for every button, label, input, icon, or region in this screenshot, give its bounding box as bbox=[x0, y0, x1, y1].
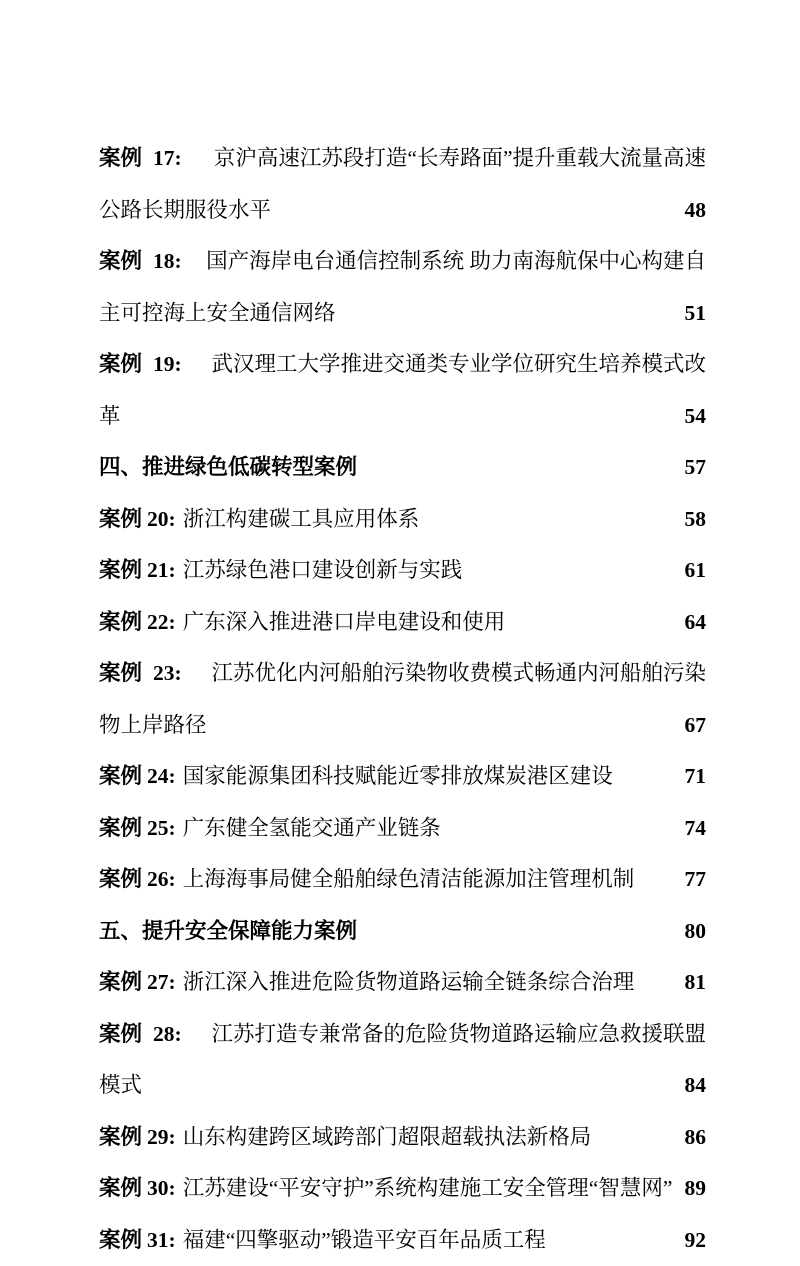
toc-entry-title: 福建“四擎驱动”锻造平安百年品质工程 bbox=[183, 1228, 546, 1252]
toc-entry-text bbox=[99, 1163, 672, 1215]
toc-entry-label: 案例 bbox=[99, 558, 142, 582]
toc-line bbox=[99, 648, 706, 700]
toc-entry-text bbox=[99, 906, 357, 958]
toc-dot-leader bbox=[420, 510, 683, 526]
toc-entry-label: 案例 bbox=[99, 1125, 142, 1149]
toc-page-number[interactable]: 74 bbox=[685, 803, 707, 855]
toc-entry-label: 案例 bbox=[99, 249, 142, 273]
toc-entry[interactable] bbox=[99, 545, 706, 597]
toc-entry-number: 30: bbox=[147, 1176, 176, 1200]
toc-line bbox=[99, 442, 706, 494]
toc-entry-label: 案例 bbox=[99, 661, 142, 685]
toc-entry-label: 案例 bbox=[99, 816, 142, 840]
toc-line bbox=[99, 545, 706, 597]
toc-entry[interactable] bbox=[99, 854, 706, 906]
toc-page-number[interactable]: 84 bbox=[685, 1060, 707, 1112]
toc-entry-label: 案例 bbox=[99, 1176, 142, 1200]
toc-entry-title-cont: 公路长期服役水平 bbox=[99, 185, 271, 237]
toc-line bbox=[99, 803, 706, 855]
toc-entry[interactable] bbox=[99, 1112, 706, 1164]
toc-line bbox=[99, 185, 706, 237]
toc-entry-text bbox=[99, 803, 441, 855]
toc-entry-number: 21: bbox=[147, 558, 176, 582]
toc-entry-title: 广东健全氢能交通产业链条 bbox=[183, 816, 441, 840]
toc-list bbox=[99, 133, 706, 1266]
toc-line bbox=[99, 854, 706, 906]
toc-entry-text bbox=[99, 545, 462, 597]
toc-page-number[interactable]: 67 bbox=[685, 700, 707, 752]
toc-entry[interactable] bbox=[99, 339, 706, 442]
toc-entry-text bbox=[99, 1215, 546, 1266]
toc-entry-number: 29: bbox=[147, 1125, 176, 1149]
toc-page-number[interactable]: 51 bbox=[685, 288, 707, 340]
toc-entry-number: 31: bbox=[147, 1228, 176, 1252]
toc-entry[interactable] bbox=[99, 597, 706, 649]
toc-entry-number: 18: bbox=[153, 249, 182, 273]
toc-entry[interactable] bbox=[99, 957, 706, 1009]
toc-entry[interactable] bbox=[99, 1215, 706, 1266]
toc-entry-text bbox=[99, 236, 706, 288]
toc-dot-leader bbox=[358, 922, 683, 938]
toc-entry-label: 案例 bbox=[99, 867, 142, 891]
toc-entry-title: 江苏优化内河船舶污染物收费模式畅通内河船舶污染 bbox=[211, 648, 706, 700]
toc-entry-number: 27: bbox=[147, 970, 176, 994]
toc-entry-text bbox=[99, 648, 706, 700]
toc-page-number[interactable]: 71 bbox=[685, 751, 707, 803]
toc-dot-leader bbox=[547, 1231, 684, 1247]
toc-entry-title: 浙江构建碳工具应用体系 bbox=[183, 507, 420, 531]
toc-page-number[interactable]: 61 bbox=[685, 545, 707, 597]
toc-page-number[interactable]: 92 bbox=[685, 1215, 707, 1266]
toc-entry-title-cont: 物上岸路径 bbox=[99, 700, 207, 752]
toc-line bbox=[99, 236, 706, 288]
toc-entry[interactable] bbox=[99, 494, 706, 546]
toc-dot-leader bbox=[448, 819, 684, 835]
toc-entry-text bbox=[99, 854, 634, 906]
toc-page-number[interactable]: 80 bbox=[685, 906, 707, 958]
toc-page-number[interactable]: 77 bbox=[685, 854, 707, 906]
toc-entry-title: 江苏绿色港口建设创新与实践 bbox=[183, 558, 463, 582]
toc-line bbox=[99, 339, 706, 391]
toc-entry-title: 江苏打造专兼常备的危险货物道路运输应急救援联盟 bbox=[211, 1009, 706, 1061]
toc-entry-label: 案例 bbox=[99, 1228, 142, 1252]
toc-entry-title: 上海海事局健全船舶绿色清洁能源加注管理机制 bbox=[183, 867, 635, 891]
toc-page-number[interactable]: 89 bbox=[685, 1163, 707, 1215]
toc-entry-label: 案例 bbox=[99, 764, 142, 788]
toc-line bbox=[99, 597, 706, 649]
toc-entry-number: 20: bbox=[147, 507, 176, 531]
toc-entry-number: 19: bbox=[153, 352, 182, 376]
toc-section-title: 四、推进绿色低碳转型案例 bbox=[99, 455, 357, 479]
toc-entry-head bbox=[99, 339, 182, 391]
toc-entry[interactable] bbox=[99, 803, 706, 855]
toc-section-heading[interactable] bbox=[99, 906, 706, 958]
toc-entry-title: 江苏建设“平安守护”系统构建施工安全管理“智慧网” bbox=[183, 1176, 673, 1200]
toc-line bbox=[99, 1215, 706, 1266]
toc-entry-text bbox=[99, 1112, 591, 1164]
toc-dot-leader bbox=[641, 870, 683, 886]
toc-dot-leader bbox=[143, 1076, 683, 1092]
toc-section-heading[interactable] bbox=[99, 442, 706, 494]
toc-dot-leader bbox=[463, 561, 683, 577]
toc-entry[interactable] bbox=[99, 648, 706, 751]
toc-line bbox=[99, 391, 706, 443]
toc-line bbox=[99, 288, 706, 340]
toc-line bbox=[99, 494, 706, 546]
toc-entry-text bbox=[99, 1009, 706, 1061]
toc-page-number[interactable]: 58 bbox=[685, 494, 707, 546]
toc-entry-label: 案例 bbox=[99, 352, 142, 376]
toc-section-title: 五、提升安全保障能力案例 bbox=[99, 919, 357, 943]
toc-entry-title: 武汉理工大学推进交通类专业学位研究生培养模式改 bbox=[211, 339, 706, 391]
toc-page-number[interactable]: 81 bbox=[685, 957, 707, 1009]
toc-entry-label: 案例 bbox=[99, 970, 142, 994]
toc-entry-number: 26: bbox=[147, 867, 176, 891]
toc-line bbox=[99, 133, 706, 185]
toc-entry-title-cont: 模式 bbox=[99, 1060, 142, 1112]
toc-dot-leader bbox=[614, 767, 684, 783]
toc-entry-label: 案例 bbox=[99, 1022, 142, 1046]
toc-entry-head bbox=[99, 133, 182, 185]
toc-page-number[interactable]: 86 bbox=[685, 1112, 707, 1164]
toc-entry-label: 案例 bbox=[99, 507, 142, 531]
toc-line bbox=[99, 700, 706, 752]
toc-entry-label: 案例 bbox=[99, 610, 142, 634]
toc-entry-title: 广东深入推进港口岸电建设和使用 bbox=[183, 610, 506, 634]
toc-entry-number: 17: bbox=[153, 146, 182, 170]
toc-page-number[interactable]: 57 bbox=[685, 442, 707, 494]
toc-entry-text bbox=[99, 597, 505, 649]
toc-dot-leader bbox=[512, 613, 683, 629]
toc-line bbox=[99, 751, 706, 803]
toc-dot-leader bbox=[598, 1128, 683, 1144]
toc-entry-head bbox=[99, 1009, 182, 1061]
toc-entry-number: 23: bbox=[153, 661, 182, 685]
toc-line bbox=[99, 1009, 706, 1061]
toc-dot-leader bbox=[358, 458, 683, 474]
toc-entry-number: 22: bbox=[147, 610, 176, 634]
toc-entry-title: 国产海岸电台通信控制系统 助力南海航保中心构建自 bbox=[206, 236, 706, 288]
toc-dot-leader bbox=[635, 973, 683, 989]
toc-entry-text bbox=[99, 442, 357, 494]
toc-entry-head bbox=[99, 236, 182, 288]
toc-entry-title-cont: 革 bbox=[99, 391, 121, 443]
toc-dot-leader bbox=[337, 304, 684, 320]
toc-line bbox=[99, 906, 706, 958]
toc-entry[interactable] bbox=[99, 1163, 706, 1215]
toc-entry-text bbox=[99, 133, 706, 185]
toc-entry-title: 京沪高速江苏段打造“长寿路面”提升重载大流量高速 bbox=[214, 133, 706, 185]
toc-entry[interactable] bbox=[99, 236, 706, 339]
toc-entry-label: 案例 bbox=[99, 146, 142, 170]
toc-entry[interactable] bbox=[99, 751, 706, 803]
toc-entry-title: 浙江深入推进危险货物道路运输全链条综合治理 bbox=[183, 970, 635, 994]
toc-entry-head bbox=[99, 648, 182, 700]
toc-dot-leader bbox=[214, 716, 684, 732]
toc-entry-text bbox=[99, 494, 419, 546]
toc-line bbox=[99, 1163, 706, 1215]
toc-entry[interactable] bbox=[99, 133, 706, 236]
toc-page-number[interactable]: 48 bbox=[685, 185, 707, 237]
toc-entry-title: 国家能源集团科技赋能近零排放煤炭港区建设 bbox=[183, 764, 613, 788]
toc-dot-leader bbox=[122, 407, 684, 423]
toc-line bbox=[99, 1112, 706, 1164]
toc-entry[interactable] bbox=[99, 1009, 706, 1112]
toc-entry-text bbox=[99, 957, 634, 1009]
toc-line bbox=[99, 1060, 706, 1112]
toc-dot-leader bbox=[272, 201, 683, 217]
toc-entry-text bbox=[99, 751, 613, 803]
toc-entry-number: 28: bbox=[153, 1022, 182, 1046]
toc-entry-title: 山东构建跨区域跨部门超限超载执法新格局 bbox=[183, 1125, 592, 1149]
toc-entry-number: 24: bbox=[147, 764, 176, 788]
toc-entry-text bbox=[99, 339, 706, 391]
toc-entry-title-cont: 主可控海上安全通信网络 bbox=[99, 288, 336, 340]
toc-line bbox=[99, 957, 706, 1009]
toc-page-number[interactable]: 64 bbox=[685, 597, 707, 649]
toc-entry-number: 25: bbox=[147, 816, 176, 840]
toc-page-number[interactable]: 54 bbox=[685, 391, 707, 443]
